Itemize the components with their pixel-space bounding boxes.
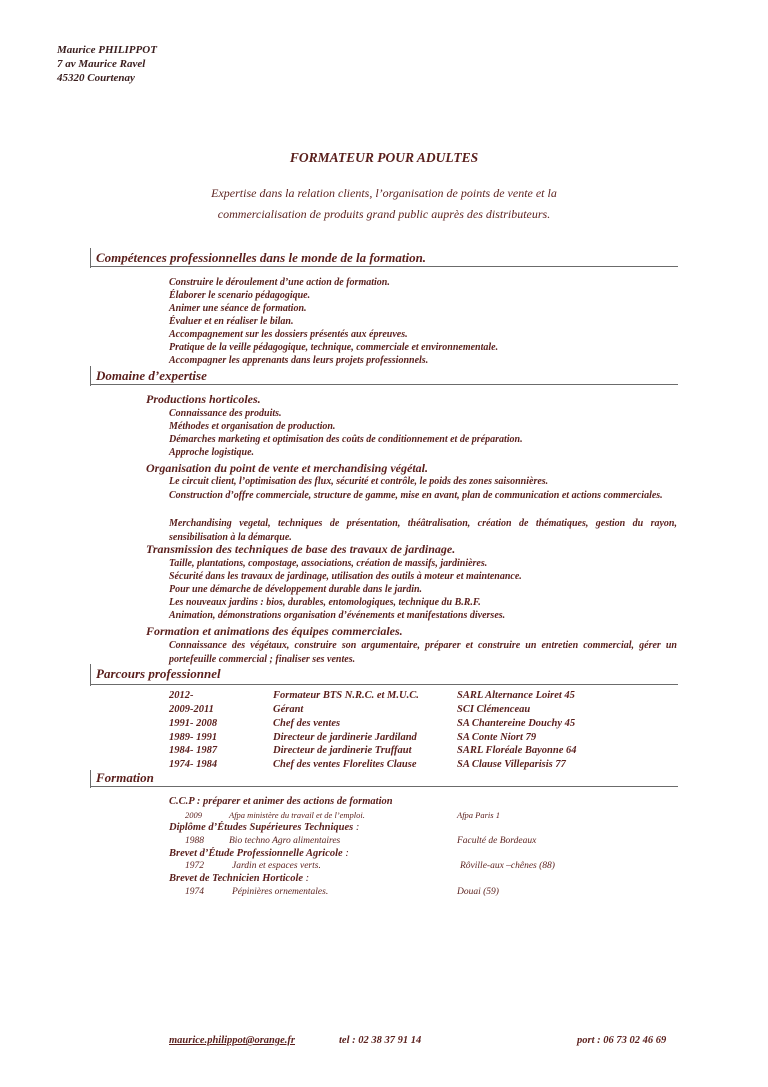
formation-degree	[169, 848, 349, 859]
career-company: SCI Clémenceau	[457, 704, 531, 715]
list-item: Méthodes et organisation de production.	[169, 421, 336, 432]
career-years: 1984- 1987	[169, 745, 218, 756]
list-item: Taille, plantations, compostage, associations, création de massifs, jardinières.	[169, 558, 488, 569]
career-company: SARL Alternance Loiret 45	[457, 690, 575, 701]
formation-degree-suffix: :	[303, 873, 310, 884]
career-company: SA Clause Villeparisis 77	[457, 759, 566, 770]
formation-year: 1972	[185, 861, 204, 871]
subsection-title-productions: Productions horticoles.	[146, 392, 261, 406]
intro-line-1: Expertise dans la relation clients, l’organisation de points de vente et la	[211, 186, 557, 200]
list-item: Les nouveaux jardins : bios, durables, entomologiques, technique du B.R.F.	[169, 597, 481, 608]
formation-degree-suffix: :	[342, 848, 349, 859]
formation-degree-label: Diplôme d’Études Supérieures Techniques	[169, 822, 354, 833]
formation-degree	[169, 873, 309, 884]
section-bar	[90, 366, 91, 386]
section-divider	[90, 384, 678, 385]
formation-place: Faculté de Bordeaux	[457, 836, 537, 846]
formation-place: Afpa Paris 1	[457, 810, 500, 820]
footer-email-link[interactable]: maurice.philippot@orange.fr	[169, 1035, 295, 1046]
career-role: Directeur de jardinerie Jardiland	[273, 732, 417, 743]
formation-degree-label: Brevet de Technicien Horticole	[169, 873, 304, 884]
career-role: Directeur de jardinerie Truffaut	[273, 745, 412, 756]
list-item: Animer une séance de formation.	[169, 303, 307, 314]
subsection-title-formation-equipes: Formation et animations des équipes commerciales.	[146, 624, 403, 638]
career-role: Formateur BTS N.R.C. et M.U.C.	[273, 690, 419, 701]
list-item: Accompagner les apprenants dans leurs projets professionnels.	[169, 355, 429, 366]
career-company: SA Conte Niort 79	[457, 732, 537, 743]
formation-degree: C.C.P : préparer et animer des actions de formation	[169, 796, 393, 807]
list-item: Pour une démarche de développement durable dans le jardin.	[169, 584, 423, 595]
list-item: Évaluer et en réaliser le bilan.	[169, 316, 294, 327]
page-title: FORMATEUR POUR ADULTES	[289, 150, 479, 165]
section-bar	[90, 248, 91, 268]
list-item: Connaissance des produits.	[169, 408, 282, 419]
formation-year: 1974	[185, 887, 204, 897]
formation-degree	[169, 822, 359, 833]
subsection-title-organisation: Organisation du point de vente et merchandising végétal.	[146, 461, 429, 475]
career-years: 2009-2011	[169, 704, 214, 715]
formation-degree-label: Brevet d’Étude Professionnelle Agricole	[169, 848, 343, 859]
formation-detail: Jardin et espaces verts.	[232, 861, 321, 871]
formation-detail: Bio techno Agro alimentaires	[229, 836, 341, 846]
footer-tel: tel : 02 38 37 91 14	[339, 1035, 422, 1046]
section-bar	[90, 664, 91, 686]
header-address-street: 7 av Maurice Ravel	[57, 58, 146, 70]
list-item: Sécurité dans les travaux de jardinage, utilisation des outils à moteur et maintenance.	[169, 571, 522, 582]
paragraph-construction-offre: Construction d’offre commerciale, structure de gamme, mise en avant, plan de communication et actions commerciales.	[169, 490, 663, 501]
formation-detail: Afpa ministère du travail et de l’emploi.	[229, 810, 365, 820]
section-title-formation: Formation	[96, 770, 154, 785]
formation-detail: Pépinières ornementales.	[232, 887, 329, 897]
career-role: Gérant	[273, 704, 304, 715]
section-title-competences: Compétences professionnelles dans le monde de la formation.	[96, 250, 427, 265]
list-item: Animation, démonstrations organisation d’événements et manifestations diverses.	[169, 610, 506, 621]
career-company: SA Chantereine Douchy 45	[457, 718, 576, 729]
list-item: Le circuit client, l’optimisation des flux, sécurité et contrôle, le poids des zones saisonnières.	[169, 476, 549, 487]
footer-mobile: port : 06 73 02 46 69	[577, 1035, 667, 1046]
career-years: 1989- 1991	[169, 732, 218, 743]
intro-line-2: commercialisation de produits grand public auprès des distributeurs.	[217, 207, 551, 221]
career-role: Chef des ventes	[273, 718, 341, 729]
list-item: Élaborer le scenario pédagogique.	[169, 290, 311, 301]
header-name: Maurice PHILIPPOT	[57, 44, 157, 56]
formation-year: 1988	[185, 836, 204, 846]
career-role: Chef des ventes Florelites Clause	[273, 759, 417, 770]
formation-year: 2009	[185, 810, 202, 820]
section-divider	[90, 684, 678, 685]
header-address-city: 45320 Courtenay	[57, 72, 135, 84]
formation-degree-suffix: :	[353, 822, 360, 833]
formation-place: Rôville-aux –chênes (88)	[460, 861, 555, 871]
career-years: 1974- 1984	[169, 759, 218, 770]
list-item: Construire le déroulement d’une action de formation.	[169, 277, 390, 288]
list-item: Accompagnement sur les dossiers présentés aux épreuves.	[169, 329, 408, 340]
paragraph-formation-equipes: Connaissance des végétaux, construire son argumentaire, préparer et construire un entretien commercial, gérer un portefeuille commercial ; finaliser ses ventes.	[169, 640, 677, 665]
paragraph-merchandising: Merchandising vegetal, techniques de présentation, théâtralisation, création de thématiques, gestion du rayon, sensibilisation à la démarque.	[169, 518, 677, 543]
list-item: Pratique de la veille pédagogique, technique, commerciale et environnementale.	[169, 342, 499, 353]
career-company: SARL Floréale Bayonne 64	[457, 745, 577, 756]
list-item: Approche logistique.	[169, 447, 255, 458]
section-title-expertise: Domaine d’expertise	[96, 368, 207, 383]
formation-place: Douai (59)	[457, 887, 499, 897]
list-item: Démarches marketing et optimisation des coûts de conditionnement et de préparation.	[169, 434, 523, 445]
career-years: 1991- 2008	[169, 718, 218, 729]
career-years: 2012-	[169, 690, 194, 701]
section-divider	[90, 266, 678, 267]
section-divider	[90, 786, 678, 787]
subsection-title-transmission: Transmission des techniques de base des travaux de jardinage.	[146, 542, 456, 556]
section-title-parcours: Parcours professionnel	[96, 666, 221, 681]
